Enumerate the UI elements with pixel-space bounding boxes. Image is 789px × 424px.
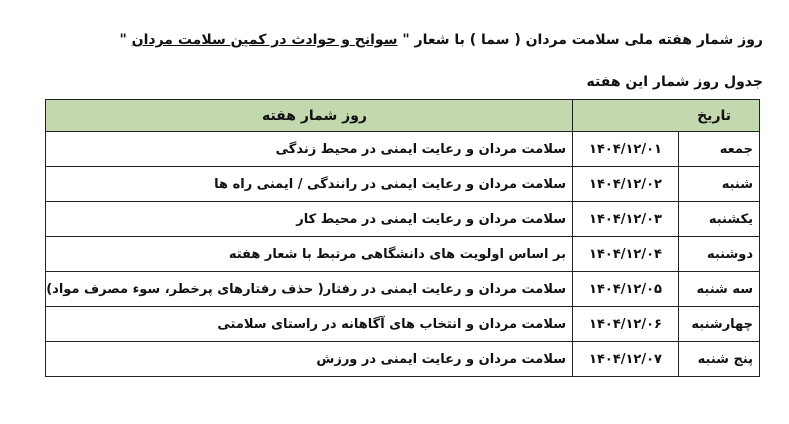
heading-quote-end: "	[119, 32, 132, 48]
heading-text: روز شمار هفته ملی سلامت مردان ( سما ) با شعار "	[397, 32, 763, 48]
cell-event: سلامت مردان و رعایت ایمنی در محیط زندگی	[46, 132, 573, 167]
cell-day: دوشنبه	[679, 237, 760, 272]
table-row	[46, 237, 760, 272]
schedule-table	[45, 99, 760, 377]
cell-day: یکشنبه	[679, 202, 760, 237]
header-event: روز شمار هفته	[46, 100, 573, 132]
table-row	[46, 167, 760, 202]
cell-day: چهارشنبه	[679, 307, 760, 342]
cell-event: سلامت مردان و رعایت ایمنی در رانندگی / ایمنی راه ها	[46, 167, 573, 202]
cell-date: ۱۴۰۴/۱۲/۰۱	[573, 132, 679, 167]
table-row	[46, 307, 760, 342]
cell-event: سلامت مردان و رعایت ایمنی در ورزش	[46, 342, 573, 377]
cell-date: ۱۴۰۴/۱۲/۰۷	[573, 342, 679, 377]
header-date: تاریخ	[573, 100, 760, 132]
cell-event: سلامت مردان و رعایت ایمنی در رفتار( حذف رفتارهای پرخطر، سوء مصرف مواد)	[46, 272, 573, 307]
table-row	[46, 132, 760, 167]
cell-date: ۱۴۰۴/۱۲/۰۵	[573, 272, 679, 307]
cell-day: سه شنبه	[679, 272, 760, 307]
table-row	[46, 202, 760, 237]
cell-date: ۱۴۰۴/۱۲/۰۲	[573, 167, 679, 202]
cell-day: شنبه	[679, 167, 760, 202]
cell-event: بر اساس اولویت های دانشگاهی مرتبط با شعار هفته	[46, 237, 573, 272]
cell-event: سلامت مردان و رعایت ایمنی در محیط کار	[46, 202, 573, 237]
document-heading	[23, 30, 763, 50]
cell-event: سلامت مردان و انتخاب های آگاهانه در راستای سلامتی	[46, 307, 573, 342]
cell-date: ۱۴۰۴/۱۲/۰۳	[573, 202, 679, 237]
cell-date: ۱۴۰۴/۱۲/۰۶	[573, 307, 679, 342]
cell-date: ۱۴۰۴/۱۲/۰۴	[573, 237, 679, 272]
table-row	[46, 342, 760, 377]
cell-day: پنج شنبه	[679, 342, 760, 377]
table-header-row	[46, 100, 760, 132]
table-row	[46, 272, 760, 307]
table-caption: جدول روز شمار این هفته	[586, 74, 763, 90]
cell-day: جمعه	[679, 132, 760, 167]
heading-slogan: سوانح و حوادث در کمین سلامت مردان	[131, 32, 398, 48]
